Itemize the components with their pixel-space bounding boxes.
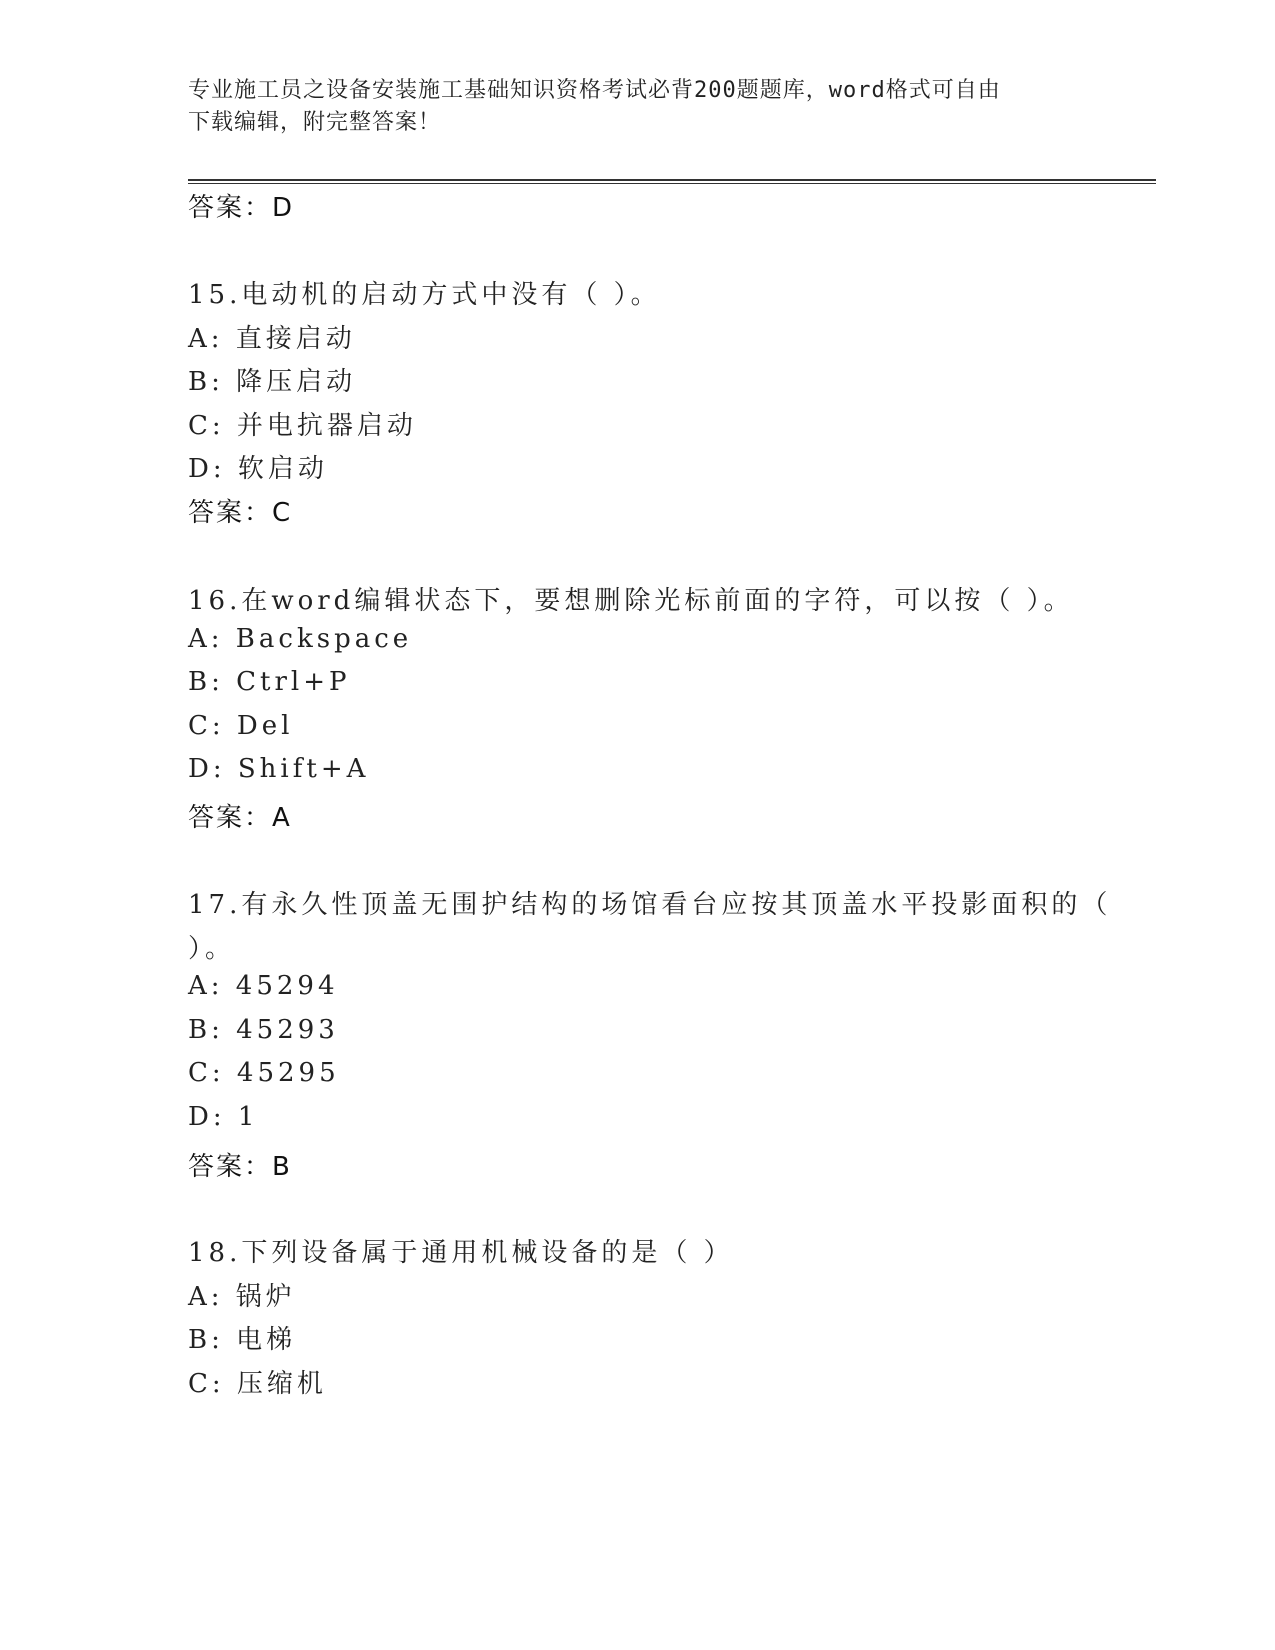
question-15-option-d: D: 软启动 xyxy=(188,454,328,484)
question-16-option-a: A: Backspace xyxy=(188,624,413,654)
question-17-option-a: A: 45294 xyxy=(188,971,339,1001)
question-15-text: 15.电动机的启动方式中没有（ ）。 xyxy=(188,280,661,310)
question-16-option-b: B: Ctrl+P xyxy=(188,667,351,697)
header-title-line-1: 专业施工员之设备安装施工基础知识资格考试必背200题题库，word格式可自由 xyxy=(188,78,1001,103)
question-16-text: 16.在word编辑状态下，要想删除光标前面的字符，可以按（ ）。 xyxy=(188,586,1074,616)
question-18-text: 18.下列设备属于通用机械设备的是（ ） xyxy=(188,1238,734,1268)
question-15-option-a: A: 直接启动 xyxy=(188,324,356,354)
question-17-option-b: B: 45293 xyxy=(188,1015,339,1045)
document-header xyxy=(188,75,1088,139)
header-divider xyxy=(188,179,1156,184)
header-title-line-2: 下载编辑，附完整答案！ xyxy=(188,110,442,135)
question-17-text-line-2: ）。 xyxy=(188,934,236,964)
answer-16: 答案：A xyxy=(188,803,292,833)
answer-15: 答案：C xyxy=(188,498,293,528)
question-16-option-c: C: Del xyxy=(188,711,294,741)
question-15-option-c: C: 并电抗器启动 xyxy=(188,411,417,441)
question-18-option-a: A: 锅炉 xyxy=(188,1282,296,1312)
question-16-option-d: D: Shift+A xyxy=(188,754,370,784)
question-17-option-c: C: 45295 xyxy=(188,1058,340,1088)
question-17-option-d: D: 1 xyxy=(188,1102,259,1132)
question-18-option-c: C: 压缩机 xyxy=(188,1369,327,1399)
question-18-option-b: B: 电梯 xyxy=(188,1325,297,1355)
question-17-text-line-1: 17.有永久性顶盖无围护结构的场馆看台应按其顶盖水平投影面积的（ xyxy=(188,890,1112,920)
question-15-option-b: B: 降压启动 xyxy=(188,367,357,397)
answer-17: 答案：B xyxy=(188,1152,292,1182)
answer-14: 答案：D xyxy=(188,193,295,223)
